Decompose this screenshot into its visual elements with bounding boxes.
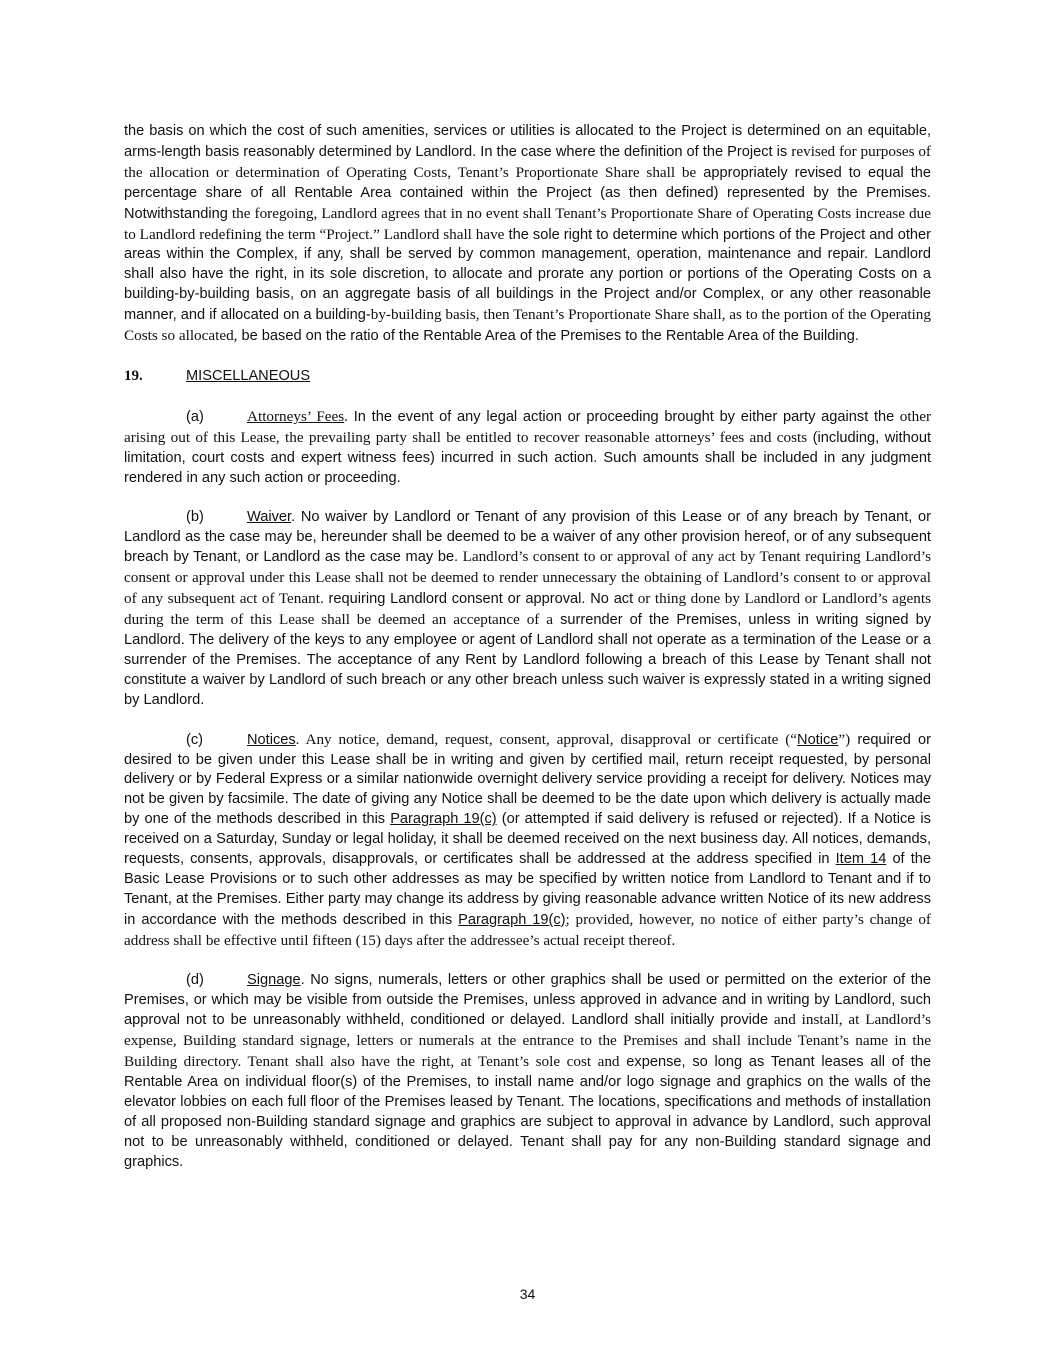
paragraph-b-waiver bbox=[124, 508, 931, 711]
paragraph-c-text-5: of the Basic Lease Provisions or to such other addresses as may be specified by written notice from Landlord to Tenant and if to Tenant, at the Premises. Either party may change its address by giving reasonable advance written Notice of its new address in accordance with the methods described in this bbox=[124, 851, 931, 928]
paragraph-d-text-1: . No signs, numerals, letters or other graphics shall be used or permitted on the exterior of the Premises, or which may be visible from outside the Premises, unless approved in advance and in writing by Landlord, such approval not to be unreasonably withheld, conditioned or delayed. Landlord shall initially provide bbox=[124, 971, 931, 1029]
paragraph-a-period: . bbox=[344, 407, 348, 425]
paragraph-reference: Paragraph 19(c) bbox=[458, 911, 566, 928]
document-body bbox=[124, 122, 931, 1173]
intro-paragraph bbox=[124, 122, 931, 347]
paragraph-c-text-6: ; provided, however, no notice of either party’s change of address shall be effective until fifteen (15) days after the addressee’s actual receipt thereof. bbox=[124, 910, 931, 949]
paragraph-a-attorneys-fees bbox=[124, 407, 931, 489]
paragraph-a-text-2: other arising out of this Lease, the prevailing party shall be entitled to recover reasonable attorneys’ fees and costs bbox=[124, 407, 931, 446]
intro-text-7: be based on the ratio of the Rentable Area of the Premises to the Rentable Area of the Building. bbox=[237, 328, 859, 345]
spacer bbox=[124, 711, 931, 730]
intro-text-6: by-building basis, then Tenant’s Proportionate Share shall, as to the portion of the Operating Costs so allocated, bbox=[124, 306, 931, 345]
paragraph-b-title: Waiver bbox=[247, 508, 292, 525]
paragraph-b-text-4: or thing done by Landlord or Landlord’s agents during the term of this Lease shall be deemed an acceptance of a bbox=[124, 590, 931, 629]
paragraph-b-text-1: . No waiver by Landlord or Tenant of any provision of this Lease or of any breach by Tenant, or Landlord as the case may be, hereunder shall be deemed to be a waiver of any other provision hereof, or of any subsequent breach by Tenant, or Landlord as the case may be. bbox=[124, 508, 931, 566]
paragraph-c-title: Notices bbox=[247, 731, 296, 748]
paragraph-c-label: (c) bbox=[186, 731, 204, 748]
paragraph-c-text-2: ”) bbox=[838, 730, 851, 748]
paragraph-c-text-4: (or attempted if said delivery is refused or rejected). If a Notice is received on a Saturday, Sunday or legal holiday, it shall be deemed received on the next business day. All notices, demands, requests, consents, approvals, disapprovals, or certificates shall be addressed at the address specified in bbox=[124, 811, 931, 868]
spacer bbox=[124, 952, 931, 971]
paragraph-b-label: (b) bbox=[186, 508, 204, 525]
paragraph-b-text-5: surrender of the Premises, unless in writing signed by Landlord. The delivery of the keys to any employee or agent of Landlord shall not operate as a termination of the Lease or a surrender of the Premises. The acceptance of any Rent by Landlord following a breach of this Lease by Tenant shall not constitute a waiver by Landlord of such breach or any other breach unless such waiver is expressly stated in a writing signed by Landlord. bbox=[124, 612, 932, 708]
page-number: 34 bbox=[519, 1286, 536, 1302]
paragraph-b-text-2: Landlord’s consent to or approval of any act by Tenant requiring Landlord’s consent or approval under this Lease shall not be deemed to render unnecessary the obtaining of Landlord’s consent to or approval of any subsequent act of Tenant. bbox=[124, 548, 932, 608]
section-number: 19. bbox=[124, 367, 143, 384]
paragraph-c-text-3: required or desired to be given under this Lease shall be in writing and given by certified mail, return receipt requested, by personal delivery or by Federal Express or a similar nationwide overnight delivery service providing a receipt for delivery. Notices may not be given by facsimile. The date of giving any Notice shall be deemed to be the date upon which delivery is actually made by one of the methods described in this bbox=[124, 731, 931, 828]
paragraph-a-label: (a) bbox=[186, 408, 204, 425]
paragraph-reference: Paragraph 19(c) bbox=[390, 811, 497, 828]
section-title: MISCELLANEOUS bbox=[186, 367, 311, 384]
paragraph-a-text-3: (including, without limitation, court costs and expert witness fees) incurred in such action. Such amounts shall be included in any judgment rendered in any such action or proceeding. bbox=[124, 429, 931, 486]
notice-defined-term: Notice bbox=[797, 731, 839, 748]
intro-text-4: the foregoing, Landlord agrees that in no event shall Tenant’s Proportionate Share of Operating Costs increase due to Landlord redefining the term “Project.” Landlord shall have bbox=[124, 204, 931, 243]
paragraph-d-text-3: expense, so long as Tenant leases all of the Rentable Area on individual floor(s) of the Premises, to install name and/or logo signage and graphics on the walls of the elevator lobbies on each full floor of the Premises leased by Tenant. The locations, specifications and methods of installation of all proposed non-Building standard signage and graphics are subject to approval in advance by Landlord, such approval not to be unreasonably withheld, conditioned or delayed. Tenant shall pay for any non-Building standard signage and graphics. bbox=[124, 1054, 931, 1170]
paragraph-b-text-3: requiring Landlord consent or approval. No act bbox=[323, 591, 634, 608]
intro-text-1: the basis on which the cost of such amenities, services or utilities is allocated to the Project is determined on an equitable, arms-length basis reasonably determined by Landlord. In the case where the definition of the Project is bbox=[124, 123, 931, 160]
paragraph-c-notices bbox=[124, 730, 931, 952]
paragraph-d-signage bbox=[124, 971, 931, 1173]
paragraph-c-text-1: . Any notice, demand, request, consent, approval, disapproval or certificate (“ bbox=[295, 730, 798, 748]
paragraph-d-text-2: and install, at Landlord’s expense, Building standard signage, letters or numerals at the entrance to the Premises and shall include Tenant’s name in the Building directory. Tenant shall also have the right, at Tenant’s sole cost and bbox=[124, 1011, 931, 1071]
item-reference: Item 14 bbox=[835, 851, 887, 868]
spacer bbox=[124, 489, 931, 508]
paragraph-d-label: (d) bbox=[186, 971, 204, 988]
paragraph-d-title: Signage bbox=[247, 971, 301, 988]
paragraph-a-title: Attorneys’ Fees bbox=[247, 407, 345, 425]
intro-text-2: revised for purposes of the allocation or determination of Operating Costs, Tenant’s Proportionate Share shall be bbox=[124, 142, 931, 181]
paragraph-a-text-1: In the event of any legal action or proceeding brought by either party against the bbox=[347, 408, 895, 425]
section-heading bbox=[124, 366, 931, 386]
intro-text-5: the sole right to determine which portions of the Project and other areas within the Complex, if any, shall be served by common management, operation, maintenance and repair. Landlord shall also have the right, in its sole discretion, to allocate and prorate any portion or portions of the Operating Costs on a building-by-building basis, on an aggregate basis of all buildings in the Project and/or Complex, or any other reasonable manner, and if allocated on a building- bbox=[124, 226, 931, 324]
intro-text-3: appropriately revised to equal the percentage share of all Rentable Area contained within the Project (as then defined) represented by the Premises. Notwithstanding bbox=[124, 164, 931, 222]
